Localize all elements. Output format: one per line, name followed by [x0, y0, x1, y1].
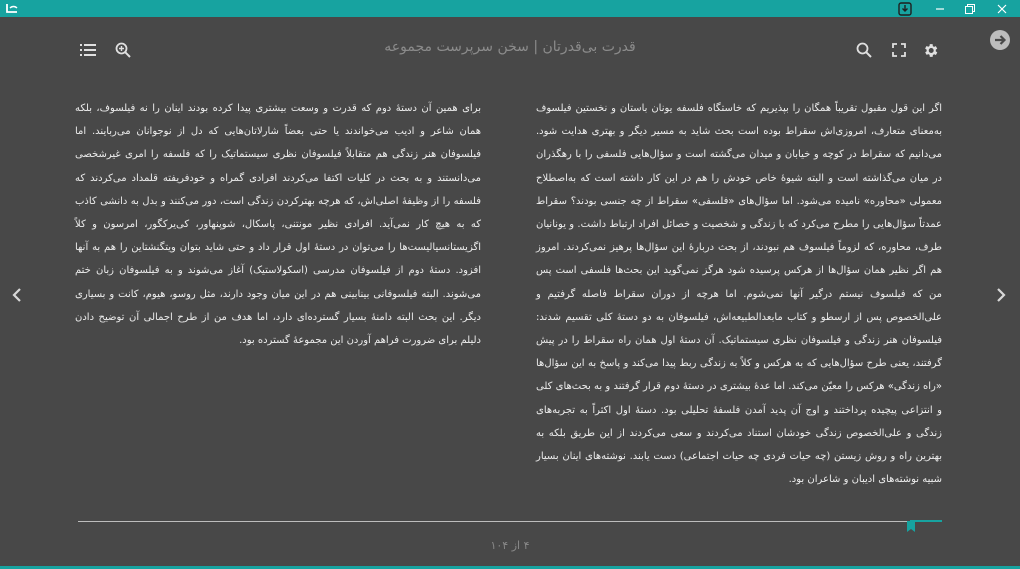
zoom-in-icon[interactable] [114, 41, 132, 59]
chevron-right-icon[interactable] [993, 284, 1009, 306]
restore-icon[interactable] [958, 0, 982, 17]
title-bar [0, 0, 1020, 17]
text-column-right: اگر این قول مقبول تقریباً همگان را بپذیریم که خاستگاه فلسفه یونان باستان و نخستین فیلسوف به‌معنای متعارف، امروزی‌اش سقراط بوده است بحث شاید به مسیر دیگر و بهتری هدایت شود. می‌دانیم که سقراط در کوچه و خیابان و میدان می‌گشته است و سؤال‌هایی فلسفی را با رهگذران در میان می‌گذاشته است و البته شیوهٔ خاص خودش را هم در این کار داشته است که به‌اصطلاح معمولی «محاوره» نامیده می‌شود. اما سؤال‌های «فلسفی» سقراط از چه جنسی بودند؟ سقراط عمدتاً سؤال‌هایی را مطرح می‌کرد که با زندگی و شخصیت و خصائل افراد ارتباط داشت. و یونانیان طرف، محاوره، که لزوماً فیلسوف هم نبودند، از بحث دربارهٔ این سؤال‌ها پرهیز نمی‌کردند. امروز هم اگر نظیر همان سؤال‌ها از هرکس پرسیده شود هرگز نمی‌گوید این بحث‌ها فلسفی است پس من که فیلسوف نیستم درگیر آنها نمی‌شوم. اما هرچه از دوران سقراط فاصله گرفتیم و علی‌الخصوص پس از ارسطو و کتاب مابعدالطبیعه‌اش، فیلسوفان به دو دستهٔ کلی تقسیم شدند: فیلسوفان هنر زندگی و فیلسوفان نظری سیستماتیک. آن دستهٔ اول همان راه سقراط را در پیش گرفتند، یعنی طرح سؤال‌هایی که به هرکس و کلاً به زندگی ربط پیدا می‌کند و پاسخ به این سؤال‌ها «راه زندگی» هرکس را معیّن می‌کند. اما عدهٔ بیشتری در دستهٔ دوم قرار گرفتند و به بحث‌های کلی و انتزاعی پیچیده پرداختند و اوج آن پدید آمدن فلسفهٔ تحلیلی بود. دستهٔ اول اکثراً به تجربه‌های زندگی و علی‌الخصوص زندگی خودشان استناد می‌کردند و سعی می‌کردند از این طریق بلکه به بهترین راه و روش زیستن (چه حیات فردی چه حیات اجتماعی) دست یابند. نوشته‌های اینان بسیار شبیه نوشته‌های ادیبان و شاعران بود. [536, 103, 942, 486]
text-column-left: برای همین آن دستهٔ دوم که قدرت و وسعت بیشتری پیدا کرده بودند اینان را نه فیلسوف، بلکه همان شاعر و ادیب می‌خواندند یا حتی بعضاً شارلاتان‌هایی که دل از نوجوانان می‌ربایند. اما فیلسوفان هنر زندگی هم متقابلاً فیلسوفان نظری سیستماتیک را که فلسفه را امری غیرشخصی می‌دانستند و به بحث در کلیات اکتفا می‌کردند افرادی گمراه و خودفریفته قلمداد می‌کردند که فلسفه را از وظیفهٔ اصلی‌اش، که هرچه بهترکردن زندگی است، دور می‌کنند و بدل به دانشی کاذب که به هیچ کار نمی‌آید. افرادی نظیر مونتنی، پاسکال، شوپنهاور، کی‌یرکگور، امرسون و کلاً اگزیستانسیالیست‌ها را می‌توان در دستهٔ اول قرار داد و حتی شاید بتوان ویتگنشتاین را هم به آنها افزود. دستهٔ دوم از فیلسوفان مدرسی (اسکولاستیک) آغاز می‌شوند و به فیلسوفان زبان ختم می‌شوند. البته فیلسوفانی بینابینی هم در این میان وجود دارند، مثل روسو، هیوم، کانت و بسیاری دیگر. این بحث البته دامنهٔ بسیار گسترده‌ای دارد، اما هدف من از طرح اجمالی آن توضیح دادن دلیلم برای ضرورت فراهم آوردن این مجموعهٔ گسترده بود. [75, 103, 481, 347]
fullscreen-icon[interactable] [890, 41, 908, 59]
progress-track[interactable] [78, 521, 942, 522]
close-icon[interactable] [990, 0, 1014, 17]
bookmark-icon[interactable] [907, 517, 915, 528]
minimize-icon[interactable] [928, 0, 952, 17]
app-logo-icon [4, 0, 20, 17]
arrow-right-circle-icon[interactable] [989, 29, 1011, 51]
download-icon[interactable] [893, 0, 917, 17]
gear-icon[interactable] [921, 41, 939, 59]
chevron-left-icon[interactable] [9, 284, 25, 306]
search-icon[interactable] [855, 41, 873, 59]
page-indicator: ۴ از ۱۰۴ [490, 539, 530, 552]
menu-list-icon[interactable] [79, 41, 97, 59]
chapter-title: قدرت بی‌قدرتان | سخن سرپرست مجموعه [384, 39, 636, 55]
